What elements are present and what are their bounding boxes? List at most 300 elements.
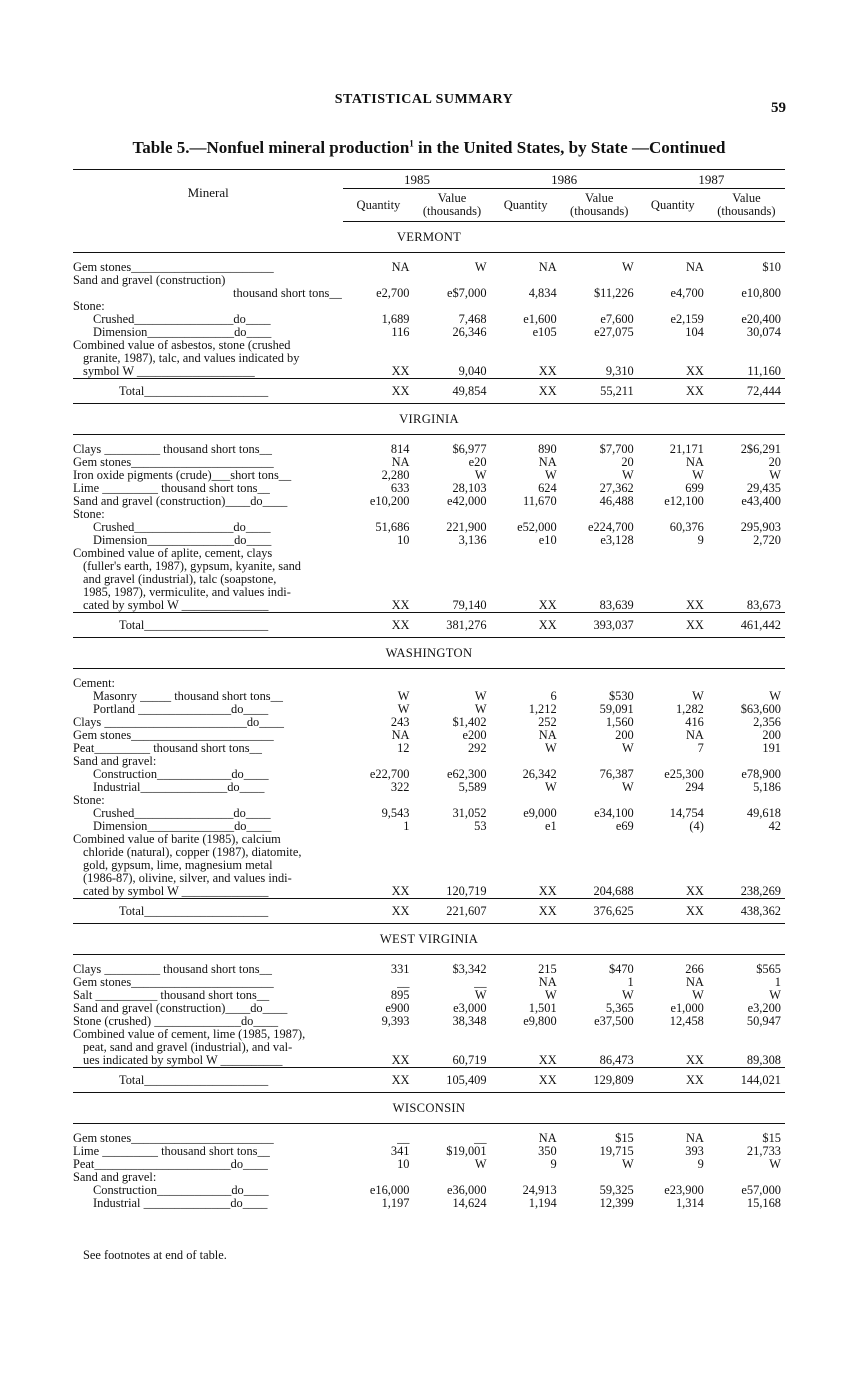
quantity-cell: W <box>544 988 557 1002</box>
value-cell: e78,900 <box>741 767 781 781</box>
column-header-value: Value (thousands) <box>561 189 638 222</box>
total-quantity-cell: XX <box>343 379 413 404</box>
value-cell: 42 <box>768 819 781 833</box>
state-heading: VIRGINIA <box>73 404 785 435</box>
value-cell: 9,040 <box>458 364 487 378</box>
column-header-year-1987: 1987 <box>638 170 785 189</box>
state-heading-row <box>73 222 785 253</box>
quantity-cell: 350 <box>538 1144 557 1158</box>
mineral-label: Construction____________do____ <box>93 1183 269 1197</box>
value-cell: $1,402 <box>452 715 487 729</box>
value-cell: 204,688 <box>593 884 634 898</box>
total-value-cell: 49,854 <box>413 379 490 404</box>
mineral-label: Dimension______________do____ <box>93 533 272 547</box>
total-quantity-cell: XX <box>638 899 708 924</box>
value-cell: 83,639 <box>599 598 634 612</box>
value-cell: 9,310 <box>605 364 634 378</box>
running-head: STATISTICAL SUMMARY <box>334 92 514 107</box>
value-cell: $530 <box>608 689 634 703</box>
mineral-label: Portland _______________do____ <box>93 702 269 716</box>
value-cell: 120,719 <box>446 884 487 898</box>
footnote-marker: 1 <box>409 138 414 149</box>
value-cell: 79,140 <box>452 598 487 612</box>
value-cell: 59,091 <box>599 702 634 716</box>
value-cell: 12,399 <box>599 1196 634 1210</box>
quantity-cell: XX <box>685 884 704 898</box>
quantity-cell: NA <box>538 975 557 989</box>
value-cell: 86,473 <box>599 1053 634 1067</box>
mineral-label: Clays _______________________do____ <box>73 715 284 729</box>
quantity-cell <box>638 846 708 859</box>
mineral-label: Gem stones_______________________ <box>73 455 274 469</box>
quantity-cell <box>343 833 413 846</box>
quantity-cell: W <box>692 468 704 482</box>
total-row <box>73 613 785 638</box>
value-cell: $15 <box>615 1131 634 1145</box>
quantity-cell: 1,197 <box>381 1196 410 1210</box>
mineral-label: Crushed________________do____ <box>93 312 271 326</box>
quantity-cell: (4) <box>689 819 704 833</box>
total-quantity-cell: XX <box>638 379 708 404</box>
value-cell: e37,500 <box>594 1014 634 1028</box>
quantity-cell: 10 <box>397 533 410 547</box>
quantity-cell: __ <box>397 1131 410 1145</box>
value-cell: 20 <box>768 455 781 469</box>
column-header-quantity: Quantity <box>638 189 708 222</box>
value-cell <box>413 339 490 352</box>
mineral-label: thousand short tons__ <box>233 286 342 300</box>
value-cell <box>561 560 638 573</box>
value-cell: e3,128 <box>600 533 634 547</box>
table-title <box>0 138 848 158</box>
value-cell: 295,903 <box>740 520 781 534</box>
table-title-rest: in the United States, by State —Continued <box>413 138 726 157</box>
quantity-cell: 12 <box>397 741 410 755</box>
total-row <box>73 1068 785 1093</box>
total-value-cell: 376,625 <box>561 899 638 924</box>
quantity-cell: 7 <box>697 741 704 755</box>
mineral-label: ues indicated by symbol W __________ <box>83 1053 283 1067</box>
quantity-cell: XX <box>538 884 557 898</box>
value-cell: e57,000 <box>741 1183 781 1197</box>
quantity-cell <box>491 547 561 560</box>
mineral-production-table <box>73 169 785 1210</box>
quantity-cell <box>638 1028 708 1041</box>
value-cell: W <box>474 1157 487 1171</box>
value-cell: e43,400 <box>741 494 781 508</box>
mineral-label: Stone (crushed) ______________do____ <box>73 1014 279 1028</box>
value-cell: 38,348 <box>452 1014 487 1028</box>
value-cell: 76,387 <box>599 767 634 781</box>
state-heading-row <box>73 1093 785 1124</box>
value-cell: W <box>474 260 487 274</box>
quantity-cell: 266 <box>685 962 704 976</box>
total-row <box>73 379 785 404</box>
value-cell: 31,052 <box>452 806 487 820</box>
value-cell: 59,325 <box>599 1183 634 1197</box>
mineral-label: Combined value of cement, lime (1985, 1987), <box>73 1027 306 1041</box>
value-cell <box>708 560 785 573</box>
value-cell: __ <box>474 1131 487 1145</box>
mineral-label: (1986-87), olivine, silver, and values indi- <box>83 871 292 885</box>
mineral-label: Dimension______________do____ <box>93 819 272 833</box>
value-cell: e69 <box>615 819 634 833</box>
mineral-label: Peat______________________do____ <box>73 1157 268 1171</box>
table-row <box>73 365 785 379</box>
value-cell: 1,560 <box>605 715 634 729</box>
total-value-cell: 461,442 <box>708 613 785 638</box>
table-row <box>73 742 785 755</box>
value-cell: e200 <box>462 728 487 742</box>
spacer-row <box>73 669 785 678</box>
table-row <box>73 599 785 613</box>
quantity-cell: NA <box>538 728 557 742</box>
quantity-cell: NA <box>391 260 410 274</box>
mineral-label: symbol W ___________________ <box>83 364 255 378</box>
value-cell: e10,800 <box>741 286 781 300</box>
quantity-cell: 21,171 <box>669 442 704 456</box>
value-cell <box>561 1028 638 1041</box>
value-cell <box>708 1028 785 1041</box>
mineral-label: Sand and gravel (construction)____do____ <box>73 1001 288 1015</box>
quantity-cell: 1,689 <box>381 312 410 326</box>
quantity-cell: e10,200 <box>369 494 410 508</box>
quantity-cell: 1,282 <box>675 702 704 716</box>
total-value-cell: 105,409 <box>413 1068 490 1093</box>
value-cell: W <box>769 468 781 482</box>
value-cell: 5,365 <box>605 1001 634 1015</box>
quantity-cell: e10 <box>538 533 557 547</box>
value-cell <box>708 833 785 846</box>
mineral-label: peat, sand and gravel (industrial), and val- <box>83 1040 293 1054</box>
mineral-label: Combined value of asbestos, stone (crushed <box>73 338 291 352</box>
quantity-cell: e9,800 <box>523 1014 557 1028</box>
quantity-cell <box>638 833 708 846</box>
quantity-cell: XX <box>391 1053 410 1067</box>
value-cell <box>413 1028 490 1041</box>
value-cell: $470 <box>608 962 634 976</box>
table-row <box>73 1158 785 1171</box>
table-body <box>73 222 785 1211</box>
mineral-label: Industrial______________do____ <box>93 780 265 794</box>
state-heading: WASHINGTON <box>73 638 785 669</box>
quantity-cell <box>491 833 561 846</box>
value-cell: 30,074 <box>746 325 781 339</box>
quantity-cell: NA <box>685 728 704 742</box>
column-header-quantity: Quantity <box>491 189 561 222</box>
mineral-label: Lime _________ thousand short tons__ <box>73 1144 270 1158</box>
value-cell: W <box>474 689 487 703</box>
mineral-label: 1985, 1987), vermiculite, and values indi- <box>83 585 291 599</box>
quantity-cell <box>491 859 561 872</box>
quantity-cell: 416 <box>685 715 704 729</box>
total-value-cell: 381,276 <box>413 613 490 638</box>
value-cell: 2,720 <box>753 533 781 547</box>
quantity-cell: XX <box>685 598 704 612</box>
mineral-production-table-wrapper <box>73 169 785 1210</box>
mineral-label: Stone: <box>73 299 105 313</box>
value-cell: 46,488 <box>599 494 634 508</box>
quantity-cell: 393 <box>685 1144 704 1158</box>
quantity-cell: e25,300 <box>664 767 704 781</box>
quantity-cell <box>343 339 413 352</box>
value-cell: e36,000 <box>446 1183 487 1197</box>
value-cell: W <box>769 689 781 703</box>
column-header-year-1985: 1985 <box>343 170 490 189</box>
quantity-cell <box>343 560 413 573</box>
value-cell: 3,136 <box>458 533 487 547</box>
quantity-cell: NA <box>685 260 704 274</box>
quantity-cell <box>343 859 413 872</box>
mineral-label: Combined value of barite (1985), calcium <box>73 832 281 846</box>
value-cell <box>561 339 638 352</box>
mineral-label: and gravel (industrial), talc (soapstone, <box>83 572 277 586</box>
column-header-year-1986: 1986 <box>491 170 638 189</box>
total-quantity-cell: XX <box>638 613 708 638</box>
value-cell <box>413 846 490 859</box>
quantity-cell: 9 <box>697 1157 704 1171</box>
value-cell: $11,226 <box>593 286 634 300</box>
quantity-cell: NA <box>685 1131 704 1145</box>
quantity-cell: 9 <box>550 1157 557 1171</box>
value-cell: e7,600 <box>600 312 634 326</box>
quantity-cell <box>491 573 561 586</box>
mineral-label: Cement: <box>73 676 115 690</box>
quantity-cell: W <box>544 741 557 755</box>
quantity-cell: e1 <box>544 819 557 833</box>
value-cell: e34,100 <box>594 806 634 820</box>
table-row <box>73 885 785 899</box>
quantity-cell: __ <box>397 975 410 989</box>
quantity-cell: 243 <box>390 715 410 729</box>
total-value-cell: 393,037 <box>561 613 638 638</box>
state-heading: VERMONT <box>73 222 785 253</box>
quantity-cell: 9 <box>697 533 704 547</box>
total-label: Total____________________ <box>73 899 343 924</box>
quantity-cell: e22,700 <box>369 767 410 781</box>
mineral-label: Peat_________ thousand short tons__ <box>73 741 262 755</box>
quantity-cell: 699 <box>685 481 704 495</box>
total-row <box>73 899 785 924</box>
value-cell: e42,000 <box>446 494 487 508</box>
mineral-label: Masonry _____ thousand short tons__ <box>93 689 283 703</box>
value-cell: $6,977 <box>452 442 487 456</box>
quantity-cell: W <box>692 988 704 1002</box>
value-cell: $15 <box>762 1131 781 1145</box>
total-quantity-cell: XX <box>638 1068 708 1093</box>
quantity-cell: NA <box>538 455 557 469</box>
value-cell <box>561 846 638 859</box>
quantity-cell <box>343 547 413 560</box>
total-quantity-cell: XX <box>343 613 413 638</box>
quantity-cell: e900 <box>385 1001 410 1015</box>
value-cell <box>413 560 490 573</box>
quantity-cell: e16,000 <box>369 1183 410 1197</box>
mineral-label: Sand and gravel (construction) <box>73 273 226 287</box>
quantity-cell: NA <box>391 728 410 742</box>
value-cell: W <box>622 780 634 794</box>
quantity-cell <box>343 846 413 859</box>
quantity-cell: e1,000 <box>670 1001 704 1015</box>
table-title-main: Table 5.—Nonfuel mineral production <box>132 138 410 157</box>
value-cell: W <box>622 468 634 482</box>
quantity-cell: XX <box>538 598 557 612</box>
column-header-value: Value (thousands) <box>413 189 490 222</box>
value-cell: e224,700 <box>587 520 634 534</box>
value-cell: W <box>622 988 634 1002</box>
value-cell: 5,589 <box>458 780 487 794</box>
total-value-cell: 221,607 <box>413 899 490 924</box>
column-header-mineral: Mineral <box>73 170 343 222</box>
quantity-cell: 11,670 <box>523 494 557 508</box>
quantity-cell: NA <box>538 1131 557 1145</box>
mineral-label: Clays _________ thousand short tons__ <box>73 962 272 976</box>
quantity-cell: e9,000 <box>523 806 557 820</box>
value-cell: 292 <box>467 741 487 755</box>
value-cell: W <box>622 260 634 274</box>
value-cell: 1 <box>774 975 781 989</box>
quantity-cell: XX <box>538 364 557 378</box>
table-row <box>73 495 785 508</box>
value-cell: 50,947 <box>746 1014 781 1028</box>
quantity-cell: 12,458 <box>669 1014 704 1028</box>
quantity-cell: e2,159 <box>670 312 704 326</box>
quantity-cell: W <box>544 468 557 482</box>
mineral-label: cated by symbol W ______________ <box>83 884 269 898</box>
quantity-cell: 1,212 <box>528 702 557 716</box>
table-row <box>73 287 785 300</box>
value-cell: W <box>474 988 487 1002</box>
value-cell: e20 <box>468 455 487 469</box>
table-row <box>73 781 785 794</box>
total-quantity-cell: XX <box>491 613 561 638</box>
value-cell: 5,186 <box>753 780 781 794</box>
quantity-cell: NA <box>685 975 704 989</box>
value-cell: 11,160 <box>747 364 781 378</box>
total-quantity-cell: XX <box>491 379 561 404</box>
quantity-cell <box>491 560 561 573</box>
quantity-cell <box>343 1028 413 1041</box>
value-cell: W <box>622 741 634 755</box>
value-cell <box>413 573 490 586</box>
state-heading-row <box>73 404 785 435</box>
mineral-label: Industrial ______________do____ <box>93 1196 268 1210</box>
value-cell <box>413 547 490 560</box>
value-cell: W <box>474 702 487 716</box>
quantity-cell: e2,700 <box>376 286 410 300</box>
mineral-label: Sand and gravel: <box>73 1170 157 1184</box>
total-label: Total____________________ <box>73 1068 343 1093</box>
quantity-cell: 294 <box>685 780 704 794</box>
quantity-cell: e105 <box>532 325 557 339</box>
mineral-label: Lime _________ thousand short tons__ <box>73 481 270 495</box>
mineral-label: cated by symbol W ______________ <box>83 598 269 612</box>
mineral-label: gold, gypsum, lime, magnesium metal <box>83 858 273 872</box>
quantity-cell: e4,700 <box>670 286 704 300</box>
value-cell: $3,342 <box>452 962 487 976</box>
mineral-label: Gem stones_______________________ <box>73 260 274 274</box>
quantity-cell <box>638 573 708 586</box>
value-cell: 221,900 <box>446 520 487 534</box>
value-cell: 21,733 <box>746 1144 781 1158</box>
value-cell: $63,600 <box>740 702 781 716</box>
value-cell <box>708 547 785 560</box>
quantity-cell: 633 <box>390 481 410 495</box>
quantity-cell: 104 <box>685 325 704 339</box>
mineral-label: Gem stones_______________________ <box>73 1131 274 1145</box>
quantity-cell: 2,280 <box>381 468 410 482</box>
quantity-cell: XX <box>685 364 704 378</box>
value-cell: $7,700 <box>599 442 634 456</box>
quantity-cell <box>491 846 561 859</box>
total-value-cell: 72,444 <box>708 379 785 404</box>
value-cell: 27,362 <box>599 481 634 495</box>
page-number: 59 <box>771 100 786 116</box>
value-cell: 1 <box>627 975 634 989</box>
value-cell: e20,400 <box>741 312 781 326</box>
value-cell: 26,346 <box>452 325 487 339</box>
mineral-label: Clays _________ thousand short tons__ <box>73 442 272 456</box>
value-cell: e27,075 <box>594 325 634 339</box>
quantity-cell: 1 <box>403 819 410 833</box>
mineral-label: chloride (natural), copper (1987), diatomite, <box>83 845 302 859</box>
quantity-cell: W <box>692 689 704 703</box>
quantity-cell: 14,754 <box>669 806 704 820</box>
quantity-cell: 24,913 <box>522 1183 557 1197</box>
value-cell: 200 <box>762 728 781 742</box>
quantity-cell: W <box>544 780 557 794</box>
mineral-label: Sand and gravel (construction)____do____ <box>73 494 288 508</box>
quantity-cell: 624 <box>538 481 557 495</box>
mineral-label: Construction____________do____ <box>93 767 269 781</box>
value-cell <box>413 859 490 872</box>
quantity-cell: 890 <box>538 442 557 456</box>
quantity-cell: 1,501 <box>528 1001 557 1015</box>
column-header-quantity: Quantity <box>343 189 413 222</box>
mineral-label: Crushed________________do____ <box>93 806 271 820</box>
quantity-cell: 60,376 <box>669 520 704 534</box>
state-heading: WISCONSIN <box>73 1093 785 1124</box>
column-header-value: Value (thousands) <box>708 189 785 222</box>
value-cell: 7,468 <box>458 312 487 326</box>
value-cell: 191 <box>762 741 781 755</box>
state-heading: WEST VIRGINIA <box>73 924 785 955</box>
value-cell <box>561 547 638 560</box>
total-value-cell: 129,809 <box>561 1068 638 1093</box>
table-row <box>73 1054 785 1068</box>
quantity-cell <box>638 339 708 352</box>
quantity-cell <box>491 1028 561 1041</box>
quantity-cell: e23,900 <box>664 1183 704 1197</box>
quantity-cell: 26,342 <box>522 767 557 781</box>
quantity-cell: e1,600 <box>523 312 557 326</box>
value-cell <box>561 573 638 586</box>
quantity-cell: 6 <box>550 689 557 703</box>
total-quantity-cell: XX <box>343 1068 413 1093</box>
value-cell <box>413 833 490 846</box>
value-cell: $10 <box>762 260 781 274</box>
total-value-cell: 55,211 <box>561 379 638 404</box>
quantity-cell: 10 <box>397 1157 410 1171</box>
quantity-cell: NA <box>685 455 704 469</box>
quantity-cell: XX <box>538 1053 557 1067</box>
quantity-cell: 1,194 <box>528 1196 557 1210</box>
table-row <box>73 1197 785 1210</box>
value-cell: 15,168 <box>746 1196 781 1210</box>
quantity-cell: 895 <box>390 988 410 1002</box>
quantity-cell <box>638 859 708 872</box>
total-quantity-cell: XX <box>491 1068 561 1093</box>
